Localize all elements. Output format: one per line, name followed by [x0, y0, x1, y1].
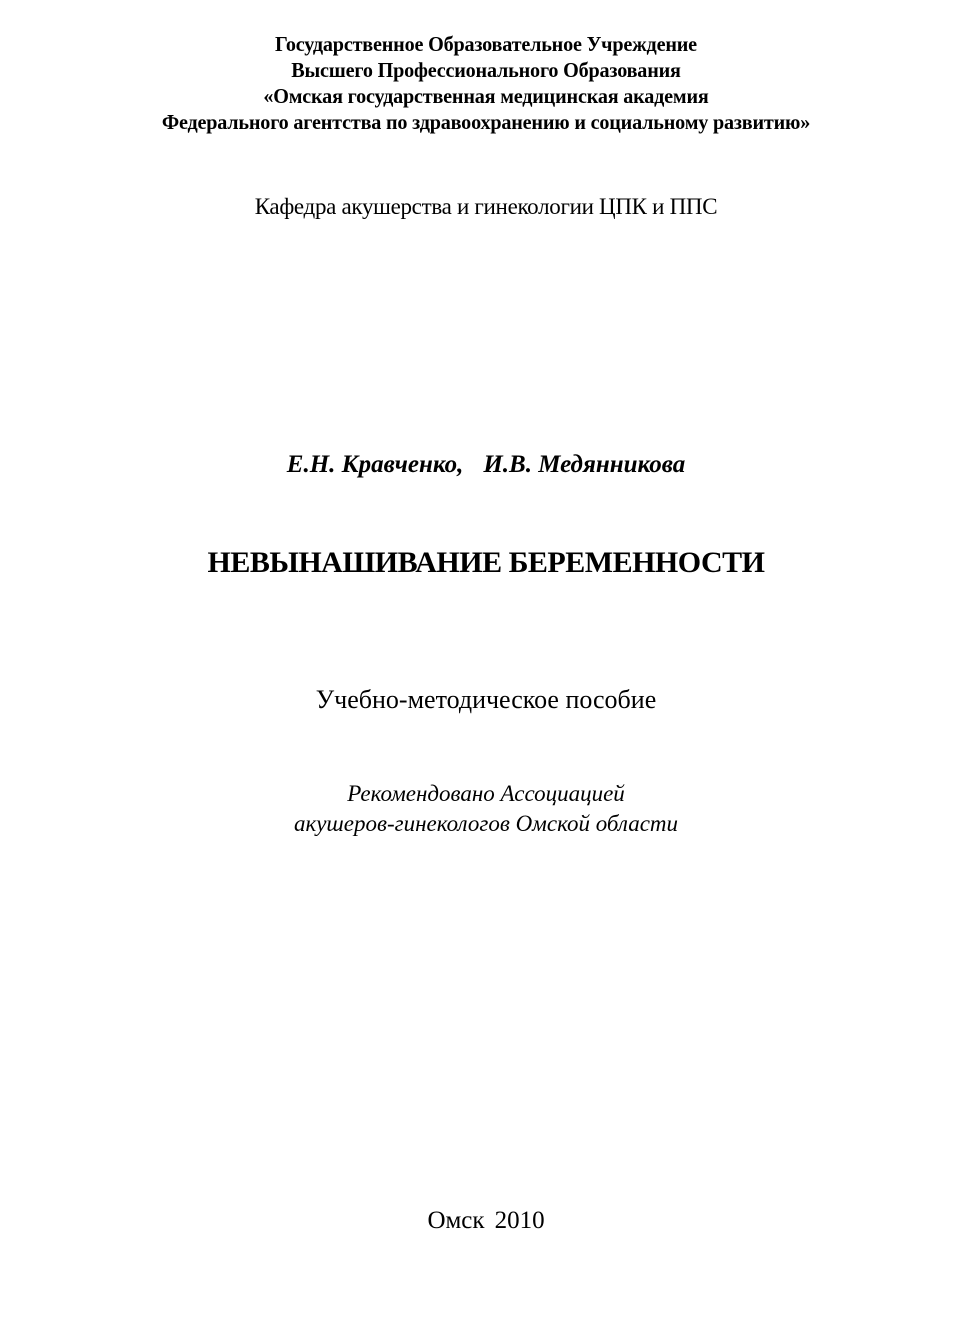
institution-line-2: Высшего Профессионального Образования — [291, 58, 681, 82]
imprint — [0, 1207, 972, 1235]
recommendation-line-2: акушеров-гинекологов Омской области — [293, 811, 679, 836]
imprint-city: Омск — [427, 1207, 485, 1234]
book-subtitle: Учебно-методическое пособие — [315, 685, 657, 714]
institution-line-3: «Омская государственная медицинская академия — [263, 84, 709, 108]
author-2: И.В. Медянникова — [483, 451, 686, 478]
book-title: НЕВЫНАШИВАНИЕ БЕРЕМЕННОСТИ — [207, 546, 765, 579]
institution-line-1: Государственное Образовательное Учреждение — [275, 32, 697, 56]
authors — [0, 451, 972, 479]
imprint-year: 2010 — [494, 1207, 545, 1234]
recommendation-line-1: Рекомендовано Ассоциацией — [347, 781, 625, 806]
author-1: Е.Н. Кравченко, — [286, 451, 464, 478]
institution-line-4: Федерального агентства по здравоохранению и социальному развитию» — [161, 110, 811, 134]
department: Кафедра акушерства и гинекологии ЦПК и ППС — [254, 194, 718, 219]
